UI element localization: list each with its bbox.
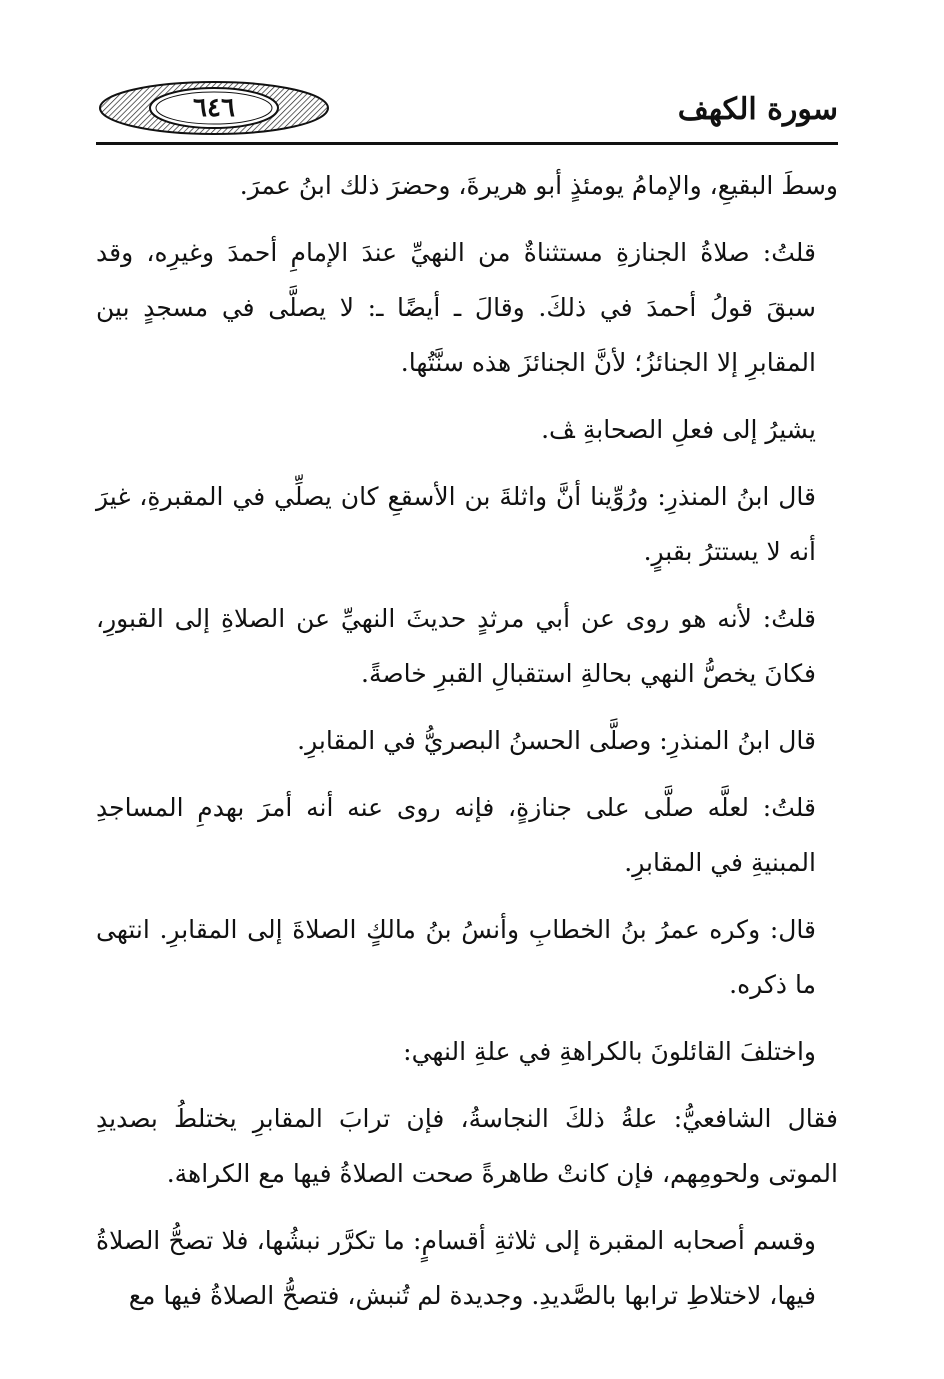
page-body — [96, 158, 838, 1335]
surah-title: سورة الكهف — [677, 92, 838, 127]
paragraph: قلتُ: لأنه هو روى عن أبي مرثدٍ حديثَ النهيِّ عن الصلاةِ إلى القبورِ، فكانَ يخصُّ النهي بحالةِ استقبالِ القبرِ خاصةً. — [96, 604, 816, 688]
page-number: ٦٤٦ — [193, 93, 235, 123]
header-divider — [96, 142, 838, 145]
paragraph: قال ابنُ المنذرِ: وصلَّى الحسنُ البصريُّ في المقابرِ. — [297, 726, 816, 755]
paragraph: فقال الشافعيُّ: علةُ ذلكَ النجاسةُ، فإن ترابَ المقابرِ يختلطُ بصديدِ الموتى ولحومِهم، فإن كانتْ طاهرةً صحت الصلاةُ فيها مع الكراهة. — [96, 1104, 838, 1188]
paragraph: قال: وكره عمرُ بنُ الخطابِ وأنسُ بنُ مالكٍ الصلاةَ إلى المقابرِ. انتهى ما ذكره. — [96, 915, 816, 999]
paragraph: وقسم أصحابه المقبرة إلى ثلاثةِ أقسامٍ: ما تكرَّر نبشُها، فلا تصحُّ الصلاةُ فيها، لاختلاطِ ترابها بالصَّديدِ. وجديدة لم تُنبش، فتصحُّ الصلاةُ فيها مع — [96, 1226, 816, 1310]
paragraph: واختلفَ القائلونَ بالكراهةِ في علةِ النهي: — [403, 1037, 816, 1066]
paragraph: وسطَ البقيعِ، والإمامُ يومئذٍ أبو هريرةَ، وحضرَ ذلك ابنُ عمرَ. — [239, 171, 838, 200]
paragraph: قال ابنُ المنذرِ: ورُوِّينا أنَّ واثلةَ بن الأسقعِ كان يصلِّي في المقبرةِ، غيرَ أنه لا يستترُ بقبرٍ. — [96, 482, 816, 566]
page-number-badge — [96, 78, 332, 138]
paragraph: قلتُ: صلاةُ الجنازةِ مستثناةٌ من النهيِّ عندَ الإمامِ أحمدَ وغيرِه، وقد سبقَ قولُ أحمدَ في ذلكَ. وقالَ ـ أيضًا ـ: لا يصلَّى في مسجدٍ بين المقابرِ إلا الجنائزُ؛ لأنَّ الجنائزَ هذه سنَّتُها. — [96, 238, 816, 377]
paragraph: قلتُ: لعلَّه صلَّى على جنازةٍ، فإنه روى عنه أنه أمرَ بهدمِ المساجدِ المبنيةِ في المقابرِ. — [96, 793, 816, 877]
page-header — [96, 70, 838, 142]
paragraph: يشيرُ إلى فعلِ الصحابةِ ﭫ. — [541, 415, 816, 444]
